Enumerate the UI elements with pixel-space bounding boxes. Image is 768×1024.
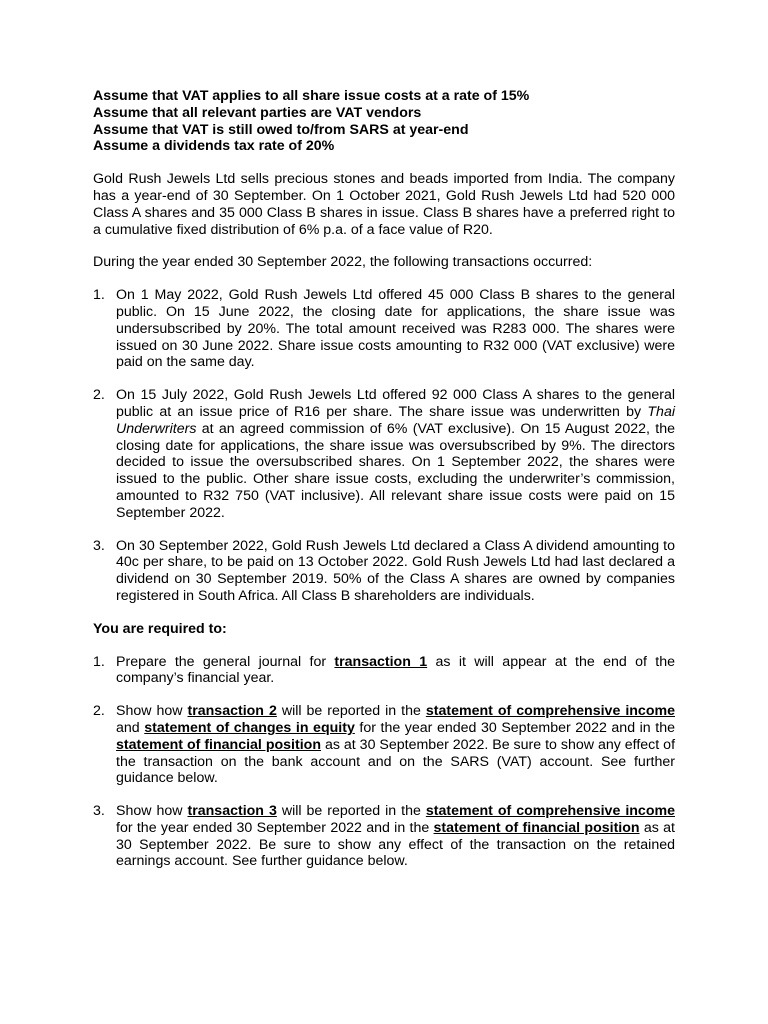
requirement-text: for the year ended 30 September 2022 and in the [354, 719, 675, 736]
requirement-item-1 [93, 654, 675, 688]
underwriter-name: Thai Underwriters [116, 403, 675, 437]
emphasis-statement: statement of changes in equity [144, 719, 355, 736]
list-number: 3. [93, 537, 105, 554]
emphasis-transaction: transaction 1 [334, 653, 428, 670]
emphasis-statement: statement of comprehensive income [425, 803, 675, 820]
document-page [93, 88, 675, 886]
list-number: 1. [93, 653, 105, 670]
emphasis-transaction: transaction 3 [187, 803, 277, 820]
requirement-text: Prepare the general journal for [116, 653, 335, 670]
assumption-vat-vendors: Assume that all relevant parties are VAT vendors [93, 104, 422, 121]
emphasis-statement: statement of financial position [433, 819, 640, 836]
list-number: 2. [93, 703, 105, 720]
requirements-list [93, 654, 675, 871]
emphasis-transaction: transaction 2 [187, 703, 277, 720]
requirement-text: will be reported in the [276, 703, 426, 720]
requirement-item-2 [93, 703, 675, 787]
transaction-text: On 30 September 2022, Gold Rush Jewels Ltd declared a Class A dividend amounting to 40c per share, to be paid on 13 October 2022. Gold Rush Jewels Ltd had last declared a dividend on 30 September 2019. 50% of the Class A shares are owned by companies registered in South Africa. All Class B shareholders are individuals. [116, 537, 675, 604]
required-heading: You are required to: [93, 620, 227, 637]
intro-paragraph: Gold Rush Jewels Ltd sells precious stones and beads imported from India. The company has a year-end of 30 September. On 1 October 2021, Gold Rush Jewels Ltd had 520 000 Class A shares and 35 000 Class B shares in issue. Class B shares have a preferred right to a cumulative fixed distribution of 6% p.a. of a face value of R20. [93, 171, 675, 238]
list-number: 2. [93, 387, 105, 404]
requirement-text: Show how [116, 803, 188, 820]
emphasis-statement: statement of financial position [116, 736, 321, 753]
list-number: 3. [93, 803, 105, 820]
transaction-text: On 1 May 2022, Gold Rush Jewels Ltd offered 45 000 Class B shares to the general public. On 15 June 2022, the closing date for applications, the share issue was undersubscribed by 20%. The total amount received was R283 000. The shares were issued on 30 June 2022. Share issue costs amounting to R32 000 (VAT exclusive) were paid on the same day. [116, 287, 675, 371]
requirement-text: Show how [116, 703, 188, 720]
list-number: 1. [93, 287, 105, 304]
assumption-vat-owed: Assume that VAT is still owed to/from SARS at year-end [93, 121, 469, 138]
requirement-text: will be reported in the [276, 803, 426, 820]
transactions-list [93, 287, 675, 605]
requirement-text: for the year ended 30 September 2022 and in the [116, 819, 434, 836]
requirement-item-3 [93, 803, 675, 870]
requirement-text: and [116, 719, 145, 736]
transaction-text-part-b: at an agreed commission of 6% (VAT exclusive). On 15 August 2022, the closing date for applications, the share issue was oversubscribed by 9%. The directors decided to issue the oversubscribed shares. On 1 September 2022, the shares were issued to the public. Other share issue costs, excluding the underwriter’s commission, amounted to R32 750 (VAT inclusive). All relevant share issue costs were paid on 15 September 2022. [116, 420, 675, 521]
transactions-intro: During the year ended 30 September 2022, the following transactions occurred: [93, 254, 593, 271]
requirement-text: as it will appear at the end of the company’s financial year. [116, 653, 676, 687]
transaction-item-2 [93, 387, 675, 521]
transaction-text-part-a: On 15 July 2022, Gold Rush Jewels Ltd offered 92 000 Class A shares to the general public at an issue price of R16 per share. The share issue was underwritten by [116, 387, 675, 420]
requirement-text: as at 30 September 2022. Be sure to show any effect of the transaction on the bank account and on the SARS (VAT) account. See further guidance below. [116, 736, 676, 787]
assumption-vat-rate: Assume that VAT applies to all share issue costs at a rate of 15% [93, 88, 530, 104]
assumption-dividends-tax: Assume a dividends tax rate of 20% [93, 138, 335, 155]
transaction-item-1 [93, 287, 675, 371]
assumptions-block [93, 88, 675, 155]
requirement-text: as at 30 September 2022. Be sure to show any effect of the transaction on the retained earnings account. See further guidance below. [116, 819, 675, 870]
transaction-item-3 [93, 538, 675, 605]
emphasis-statement: statement of comprehensive income [425, 703, 675, 720]
